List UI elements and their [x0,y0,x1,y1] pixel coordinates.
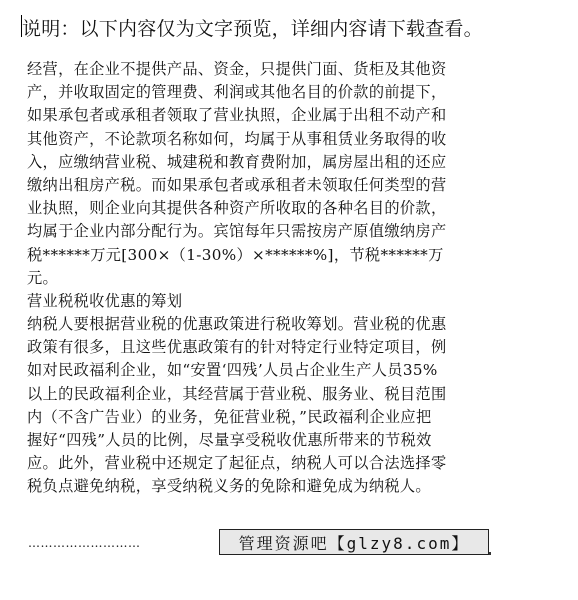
text-line: 产，并收取固定的管理费、利润或其他名目的价款的前提下， [27,83,447,102]
text-line: 业执照，则企业向其提供各种资产所收取的各种名目的价款， [27,199,447,218]
text-line: 经营，在企业不提供产品、资金，只提供门面、货柜及其他资 [27,60,447,78]
preview-notice: 说明：以下内容仅为文字预览，详细内容请下载查看。 [22,18,483,40]
text-line: 应。此外，营业税中还规定了起征点，纳税人可以合法选择零 [27,454,447,473]
section-heading: 营业税税收优惠的筹划 [27,291,183,310]
text-line: 税负点避免纳税，享受纳税义务的免除和避免成为纳税人。 [27,477,431,496]
dotted-leader: ……………………… [28,536,141,550]
text-line: 纳税人要根据营业税的优惠政策进行税收筹划。营业税的优惠 [27,315,447,334]
text-line: 入，应缴纳营业税、城建税和教育费附加，属房屋出租的还应 [27,152,447,171]
text-line: 如果承包者或承租者领取了营业执照，企业属于出租不动产和 [27,106,447,125]
text-line: 内（不含广告业）的业务，免征营业税，”民政福利企业应把 [27,407,432,426]
text-line: 以上的民政福利企业，其经营属于营业税、服务业、税目范围 [27,384,447,403]
text-line: 如对民政福利企业，如“安置‘四残’人员占企业生产人员35% [27,361,438,380]
text-line: 元。 [27,268,59,287]
text-line: 税******万元[300×（1-30%）×******%]，节税******万 [27,245,444,264]
document-body [27,58,557,499]
text-line: 其他资产，不论款项名称如何，均属于从事租赁业务取得的收 [27,129,447,148]
text-line: 缴纳出租房产税。而如果承包者或承租者未领取任何类型的营 [27,175,447,194]
text-line: 握好“四残”人员的比例，尽量享受税收优惠所带来的节税效 [27,431,432,449]
site-watermark-link[interactable]: 管理资源吧【glzy8.com】 [219,529,489,555]
text-line: 政策有很多，且这些优惠政策有的针对特定行业特定项目，例 [27,338,447,357]
text-line: 均属于企业内部分配行为。宾馆每年只需按房产原值缴纳房产 [27,222,447,241]
